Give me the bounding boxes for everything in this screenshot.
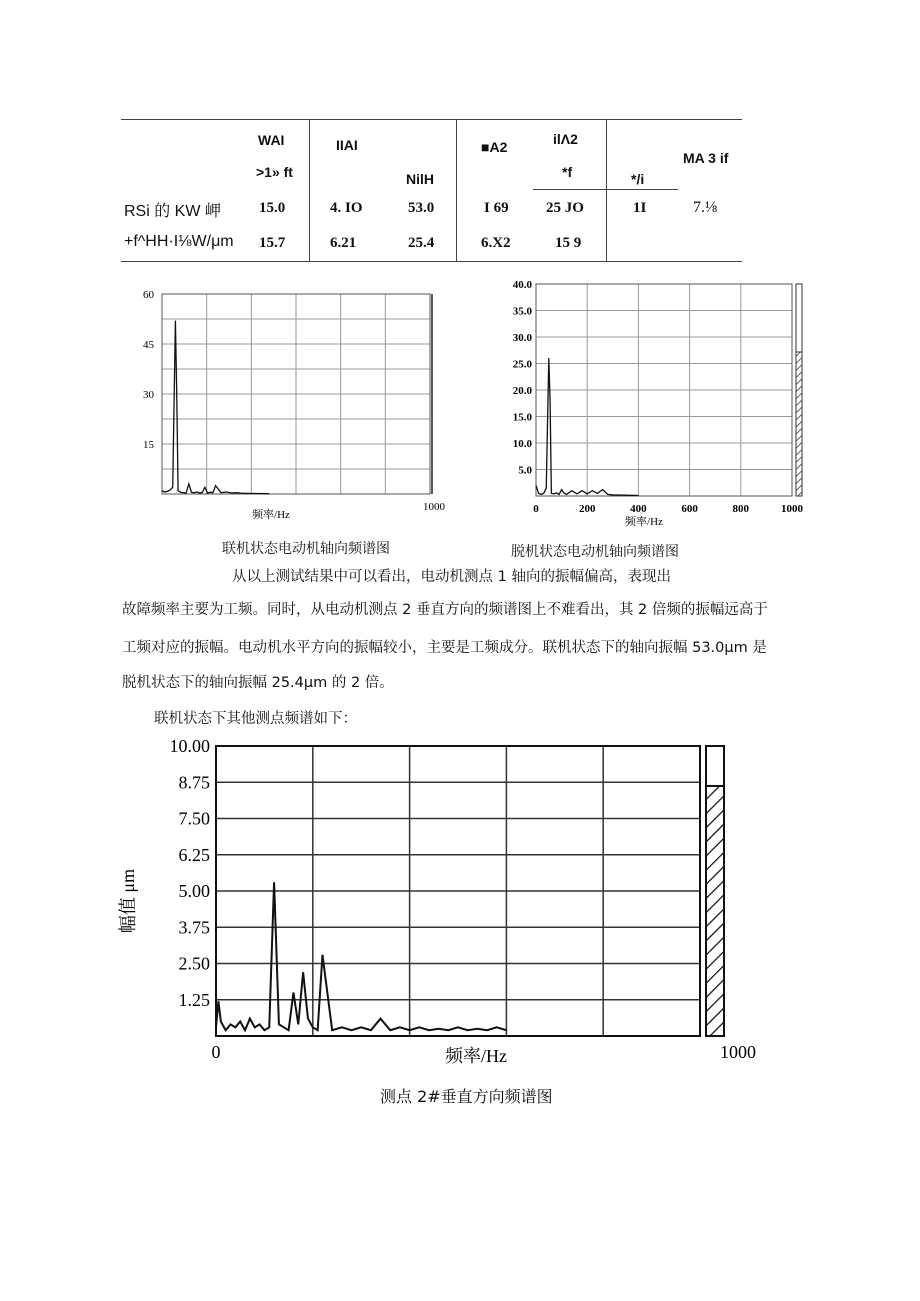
table-header: MA 3 if <box>683 150 729 166</box>
table-cell: 1I <box>633 200 647 216</box>
table-header: ilΛ2 <box>553 131 578 147</box>
x-axis-label: 频率/Hz <box>252 509 290 521</box>
y-tick-label: 15.0 <box>512 411 532 424</box>
table-header: WAI <box>258 132 285 148</box>
x-axis-label: 频率/Hz <box>625 516 663 528</box>
x-tick-label: 1000 <box>423 501 445 513</box>
table-cell: 53.0 <box>408 200 435 216</box>
spectrum-line <box>216 882 506 1030</box>
y-tick-label: 5.0 <box>518 464 532 477</box>
table-header: */i <box>631 171 645 187</box>
y-tick-label: 30 <box>143 389 154 401</box>
y-tick-label: 20.0 <box>512 385 532 397</box>
y-tick-label: 40.0 <box>512 279 532 291</box>
table-cell: 4. IO <box>330 200 363 216</box>
y-tick-label: 8.75 <box>178 772 210 793</box>
y-tick-label: 6.25 <box>178 844 210 865</box>
body-text-line: 联机状态下其他测点频谱如下： <box>154 711 357 727</box>
table-header: NilH <box>406 171 434 187</box>
x-tick-label: 1000 <box>720 1042 756 1062</box>
table-cell: I 69 <box>484 200 509 216</box>
body-text-line: 故障频率主要为工频。同时，从电动机测点 2 垂直方向的频谱图上不难看出，其 2 倍频的振幅远高于 <box>122 602 768 618</box>
y-tick-label: 10.00 <box>169 736 210 756</box>
y-tick-label: 35.0 <box>512 305 532 318</box>
table-cell: 6.21 <box>330 235 357 251</box>
table-sub-rule <box>533 189 678 190</box>
table-header: >1» ft <box>256 164 293 180</box>
table-cell: 15 9 <box>555 235 582 251</box>
table-divider <box>606 119 607 261</box>
y-tick-label: 3.75 <box>178 917 210 938</box>
spectrum-line <box>162 321 269 494</box>
x-tick-label: 0 <box>533 503 539 515</box>
y-tick-label: 5.00 <box>178 881 210 901</box>
table-cell: 7.⅛ <box>693 199 717 216</box>
x-tick-label: 1000 <box>781 503 803 515</box>
table-bottom-rule <box>121 261 742 262</box>
table-header: ■A2 <box>481 139 508 155</box>
chart-caption: 测点 2#垂直方向频谱图 <box>380 1087 553 1106</box>
body-text-line: 工频对应的振幅。电动机水平方向的振幅较小，主要是工频成分。联机状态下的轴向振幅 53.0μm 是 <box>122 640 767 656</box>
y-tick-label: 7.50 <box>178 808 210 829</box>
body-text-line: 脱机状态下的轴向振幅 25.4μm 的 2 倍。 <box>122 675 394 691</box>
body-text-line: 从以上测试结果中可以看出，电动机测点 1 轴向的振幅偏高，表现出 <box>232 569 671 585</box>
chart-offline-axial <box>498 272 818 528</box>
table-header: IIAI <box>336 137 358 153</box>
x-tick-label: 400 <box>630 503 647 515</box>
x-tick-label: 800 <box>732 503 750 515</box>
table-cell: 15.0 <box>259 200 286 216</box>
y-tick-label: 25.0 <box>512 358 532 371</box>
table-cell: 25 JO <box>546 200 584 216</box>
table-header: *f <box>562 164 573 180</box>
chart-point2-vertical <box>110 730 770 1070</box>
scale-bar-fill <box>706 786 724 1036</box>
x-tick-label: 0 <box>211 1042 221 1062</box>
table-row-label: RSi 的 KW 岬 <box>124 203 221 220</box>
y-axis-label: 幅值 μm <box>118 868 138 934</box>
table-cell: 15.7 <box>259 235 286 251</box>
y-tick-label: 15 <box>143 439 154 451</box>
chart-caption: 脱机状态电动机轴向频谱图 <box>511 544 679 560</box>
y-tick-label: 60 <box>143 289 154 301</box>
chart-caption: 联机状态电动机轴向频谱图 <box>222 541 390 557</box>
y-tick-label: 10.0 <box>512 438 532 450</box>
x-tick-label: 600 <box>681 503 698 515</box>
table-divider <box>309 119 310 261</box>
y-tick-label: 1.25 <box>178 989 210 1010</box>
table-cell: 25.4 <box>408 235 435 251</box>
scale-bar-fill <box>796 352 802 496</box>
table-row-label: +f^HH·I⅛W/μm <box>124 233 234 250</box>
y-tick-label: 2.50 <box>178 953 210 974</box>
table-top-rule <box>121 119 742 120</box>
x-tick-label: 200 <box>578 503 596 515</box>
y-tick-label: 45 <box>143 339 154 351</box>
x-axis-label: 频率/Hz <box>445 1046 507 1066</box>
chart-online-axial <box>130 284 460 524</box>
y-tick-label: 30.0 <box>512 332 532 344</box>
table-divider <box>456 119 457 261</box>
table-cell: 6.X2 <box>481 235 511 251</box>
